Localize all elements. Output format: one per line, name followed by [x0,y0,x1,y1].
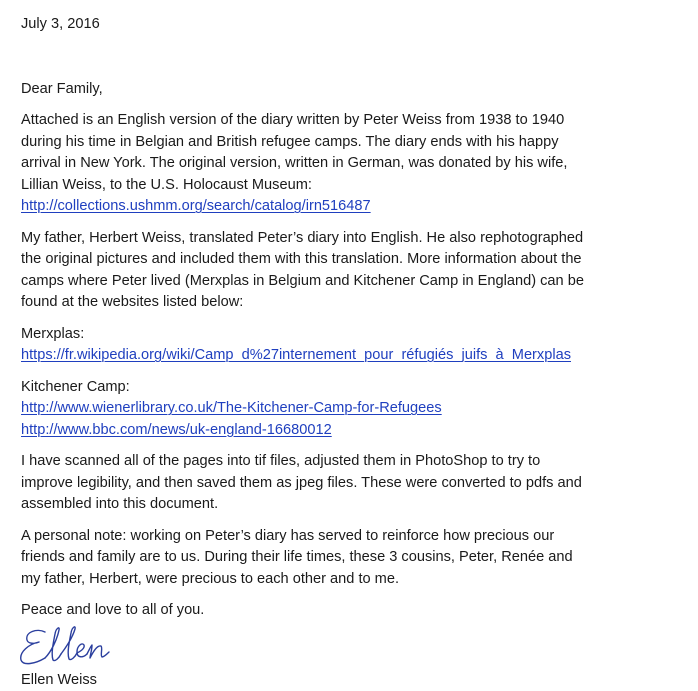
paragraph-diary-intro [21,110,686,218]
text-line: found at the websites listed below: [21,292,686,314]
letter-date: July 3, 2016 [21,14,686,36]
wiener-library-link[interactable]: http://www.wienerlibrary.co.uk/The-Kitchener-Camp-for-Refugees [21,398,686,420]
text-line: during his time in Belgian and British refugee camps. The diary ends with his happy [21,132,686,154]
text-line: friends and family are to us. During their life times, these 3 cousins, Peter, Renée and [21,547,686,569]
paragraph-scanning [21,451,686,516]
text-line: the original pictures and included them with this translation. More information about the [21,249,686,271]
merxplas-label: Merxplas: [21,324,686,346]
kitchener-section [21,377,686,442]
text-line: arrival in New York. The original version, written in German, was donated by his wife, [21,153,686,175]
merxplas-section [21,324,686,367]
kitchener-label: Kitchener Camp: [21,377,686,399]
text-line: Lillian Weiss, to the U.S. Holocaust Museum: [21,175,686,197]
text-line: A personal note: working on Peter’s diary has served to reinforce how precious our [21,526,686,548]
signer-name: Ellen Weiss [21,670,686,691]
text-line: my father, Herbert, were precious to each other and to me. [21,569,686,591]
letter [21,14,686,691]
greeting: Dear Family, [21,79,686,101]
bbc-news-link[interactable]: http://www.bbc.com/news/uk-england-16680012 [21,420,686,442]
text-line: improve legibility, and then saved them as jpeg files. These were converted to pdfs and [21,473,686,495]
paragraph-translation [21,228,686,314]
text-line: Attached is an English version of the diary written by Peter Weiss from 1938 to 1940 [21,110,686,132]
text-line: assembled into this document. [21,494,686,516]
text-line: camps where Peter lived (Merxplas in Belgium and Kitchener Camp in England) can be [21,271,686,293]
paragraph-personal-note [21,526,686,591]
closing-line: Peace and love to all of you. [21,600,686,622]
text-line: My father, Herbert Weiss, translated Peter’s diary into English. He also rephotographed [21,228,686,250]
text-line: I have scanned all of the pages into tif files, adjusted them in PhotoShop to try to [21,451,686,473]
ushmm-catalog-link[interactable]: http://collections.ushmm.org/search/catalog/irn516487 [21,196,686,218]
merxplas-wikipedia-link[interactable]: https://fr.wikipedia.org/wiki/Camp_d%27internement_pour_réfugiés_juifs_à_Merxplas [21,345,686,367]
